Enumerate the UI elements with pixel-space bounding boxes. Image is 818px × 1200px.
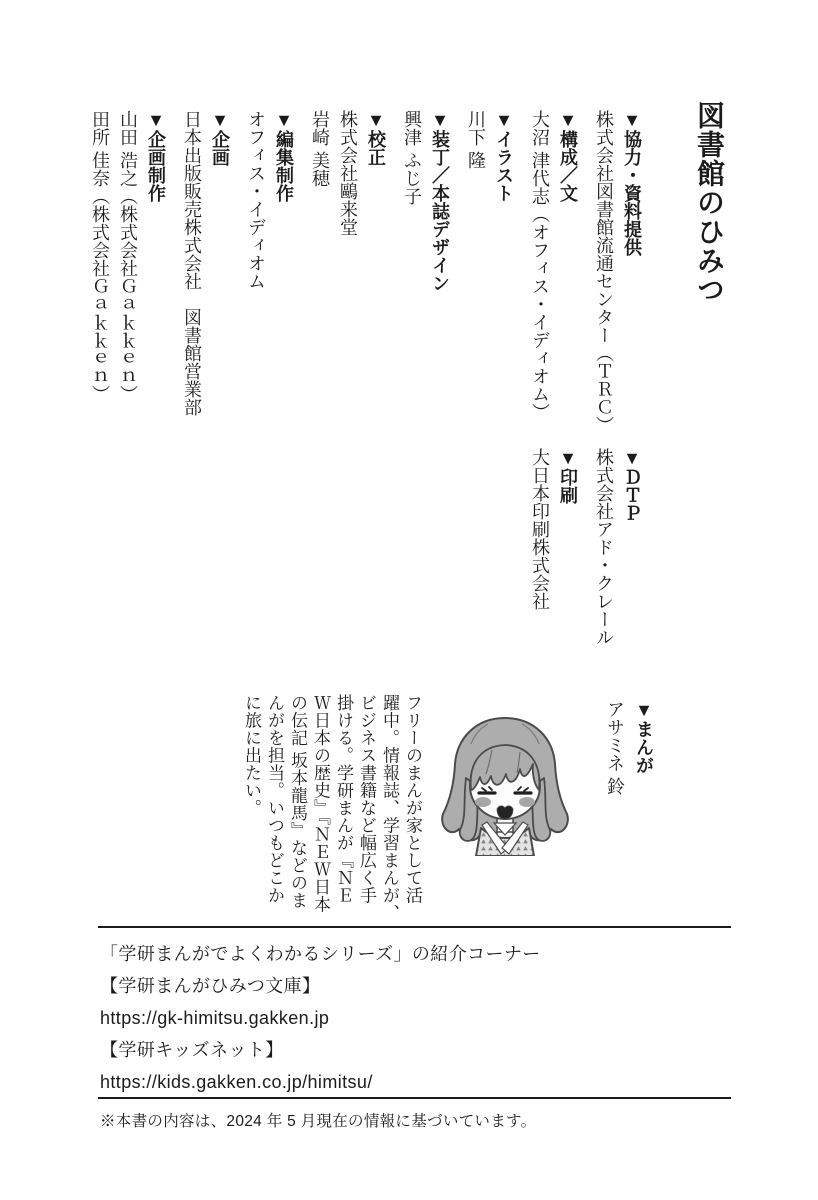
credit-entry <box>178 110 234 434</box>
page-title: 図書館のひみつ <box>694 101 725 304</box>
author-bio <box>240 694 424 922</box>
manga-author-credit <box>600 700 658 795</box>
credit-name: 株式会社図書館流通センター（ＴＲＣ） <box>594 110 614 434</box>
credit-name: 川下 隆 <box>466 110 486 170</box>
credit-role-label: ▼構成／文 <box>558 110 578 202</box>
bio-line: Ｗ日本の歴史』『ＮＥＷ日本 <box>311 694 330 913</box>
bio-line: の伝記 坂本龍馬』などのま <box>288 694 307 910</box>
credit-name: 田所 佳奈（株式会社Ｇａｋｋｅｎ） <box>90 110 110 404</box>
credit-entry <box>398 110 454 434</box>
credits-print-block <box>526 448 646 646</box>
credit-role-label: ▼ＤＴＰ <box>622 448 642 522</box>
footer-site-label: 【学研キッズネット】 <box>100 1040 284 1060</box>
manga-author-name: アサミネ 鈴 <box>605 700 625 796</box>
credits-main-block <box>86 110 646 434</box>
credit-entry <box>86 110 170 434</box>
credit-entry <box>600 700 658 795</box>
bio-line: に旅に出たい。 <box>242 694 261 817</box>
manga-artist-portrait-illustration <box>438 712 572 856</box>
bio-line: ビジネス書籍など幅広く手 <box>357 694 376 904</box>
disclaimer-note: ※本書の内容は、2024 年 5 月現在の情報に基づいています。 <box>100 1113 537 1130</box>
credit-entry <box>462 110 518 434</box>
credit-role-label: ▼イラスト <box>494 110 514 202</box>
bio-line: 掛ける。学研まんが『ＮＥ <box>334 694 353 904</box>
credit-name: 株式会社アド・クレール <box>594 448 614 646</box>
credit-name: 大日本印刷株式会社 <box>530 448 550 610</box>
credit-role-label: ▼企画 <box>210 110 230 166</box>
footer-url: https://gk-himitsu.gakken.jp <box>100 1008 330 1028</box>
credit-role-label: ▼編集制作 <box>274 110 294 202</box>
credit-name: 株式会社鷗来堂 <box>338 110 358 236</box>
bio-line: フリーのまんが家として活 <box>403 694 422 904</box>
credit-entry <box>242 110 298 434</box>
footer-url: https://kids.gakken.co.jp/himitsu/ <box>100 1072 373 1092</box>
credit-entry <box>590 448 646 646</box>
credit-name: 大沼 津代志（オフィス・イディオム） <box>530 110 550 422</box>
credit-name: 興津 ふじ子 <box>402 110 422 206</box>
bio-line: んがを担当。いつもどこか <box>265 694 284 904</box>
portrait-drawing <box>438 712 572 856</box>
footer-links-block <box>100 938 541 1098</box>
footer-heading: 「学研まんがでよくわかるシリーズ」の紹介コーナー <box>100 944 541 964</box>
credit-entry <box>526 110 582 434</box>
credit-name: 日本出版販売株式会社 図書館営業部 <box>182 110 202 416</box>
footer-site-label: 【学研まんがひみつ文庫】 <box>100 976 321 996</box>
divider-line <box>98 926 731 928</box>
credit-entry <box>526 448 582 646</box>
credit-name: オフィス・イディオム <box>246 110 266 290</box>
credit-role-label: ▼企画制作 <box>146 110 166 202</box>
credit-role-label: ▼校正 <box>366 110 386 166</box>
credit-role-label: ▼協力・資料提供 <box>622 110 642 256</box>
bio-line: 躍中。情報誌、学習まんが、 <box>380 694 399 922</box>
credit-name: 岩崎 美穂 <box>310 110 330 188</box>
credit-role-label: ▼まんが <box>634 700 654 774</box>
credit-role-label: ▼印刷 <box>558 448 578 504</box>
credit-entry <box>306 110 390 434</box>
credit-role-label: ▼装丁／本誌デザイン <box>430 110 450 292</box>
credit-entry <box>590 110 646 434</box>
divider-line <box>98 1097 731 1099</box>
credit-name: 山田 浩之（株式会社Ｇａｋｋｅｎ） <box>118 110 138 404</box>
